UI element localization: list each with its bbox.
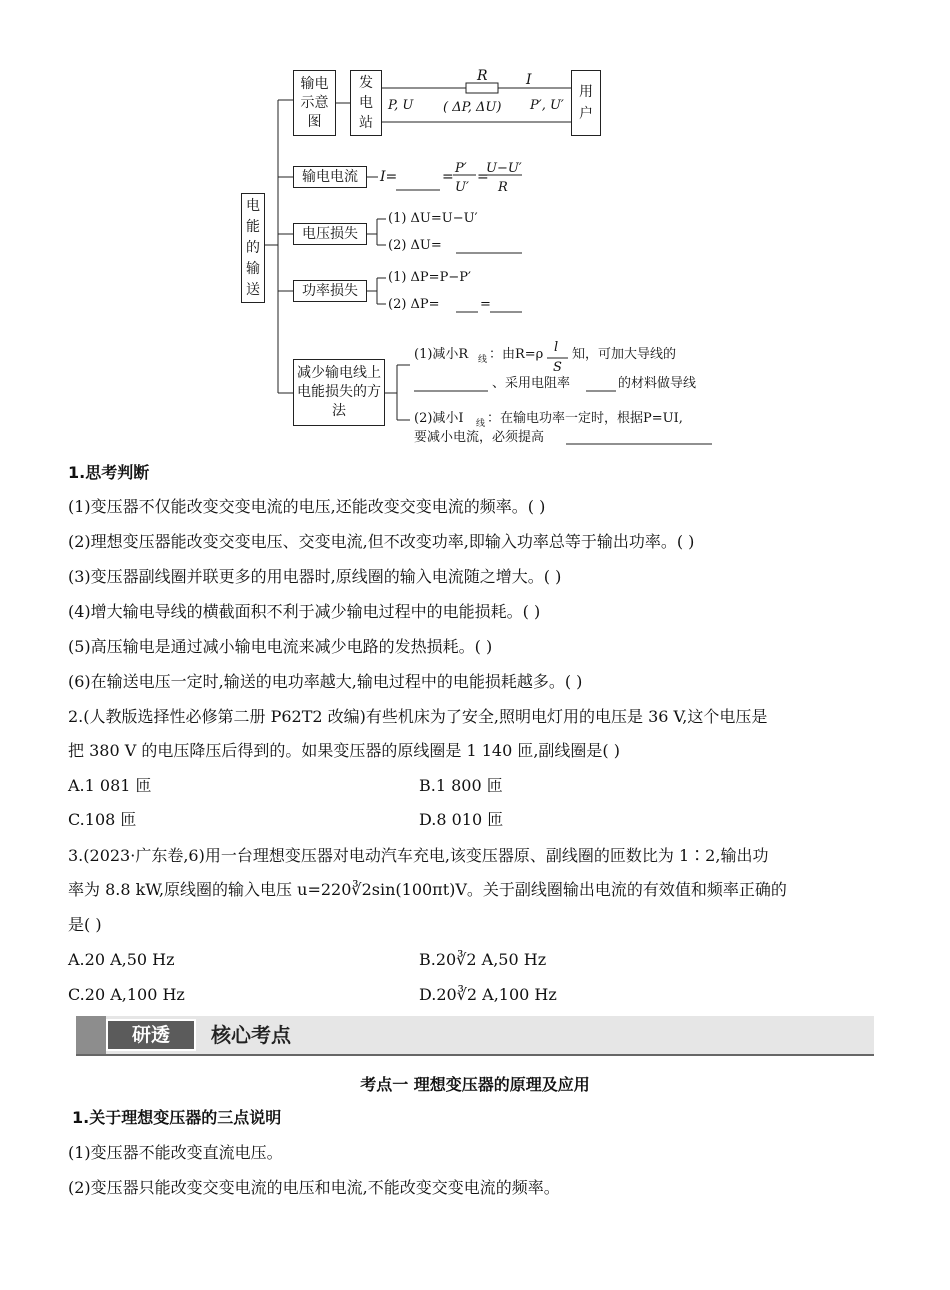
method1-sub: 线	[478, 355, 488, 365]
q1-item-1: (1)变压器不仅能改变交变电流的电压,还能改变交变电流的频率。( )	[68, 497, 546, 516]
transmission-diagram-node	[293, 70, 336, 136]
q1-heading: 1.思考判断	[68, 463, 150, 482]
current-node-label: 输电电流	[302, 169, 358, 185]
root-label: 电能的输送	[246, 197, 260, 298]
root-node	[241, 193, 265, 303]
power-station-label: 发电站	[359, 75, 373, 131]
q1-item-6: (6)在输送电压一定时,输送的电功率越大,输电过程中的电能损耗越多。( )	[68, 672, 583, 691]
section-title: 考点一 理想变压器的原理及应用	[360, 1075, 590, 1094]
method2-sub: 线	[476, 419, 486, 429]
q1-item-5: (5)高压输电是通过减小输电电流来减少电路的发热损耗。( )	[68, 637, 493, 656]
q3-line-2: 率为 8.8 kW,原线圈的输入电压 u=220∛2sin(100πt)V。关于副线圈输出电流的有效值和频率正确的	[68, 880, 787, 899]
input-power-voltage: P, U	[388, 98, 414, 113]
current-formula-prefix: I=	[380, 169, 398, 185]
voltage-loss-node	[293, 223, 367, 245]
reduce-loss-node	[293, 359, 385, 426]
q2-line-2: 把 380 V 的电压降压后得到的。如果变压器的原线圈是 1 140 匝,副线圈是( )	[68, 741, 620, 760]
q3-option-b: B.20∛2 A,50 Hz	[419, 950, 547, 969]
current-frac-den: U′	[455, 180, 469, 195]
q3-option-c: C.20 A,100 Hz	[68, 985, 185, 1004]
method1-line2-end: 的材料做导线	[618, 376, 697, 391]
power-loss-item2-prefix: (2) ΔP=	[388, 297, 440, 312]
section-item-1: (1)变压器不能改变直流电压。	[68, 1143, 283, 1162]
banner-tag: 研透	[106, 1019, 196, 1051]
section-heading: 1.关于理想变压器的三点说明	[72, 1108, 282, 1127]
current-frac-num: P′	[455, 161, 467, 176]
power-station-node	[350, 70, 382, 136]
q3-line-3: 是( )	[68, 915, 102, 934]
power-loss-item1: (1) ΔP=P−P′	[388, 270, 471, 285]
method1-part1: (1)减小R	[414, 347, 469, 362]
method1-part2: ：由R=ρ	[489, 347, 544, 362]
loss-power-voltage: ( ΔP, ΔU)	[443, 100, 502, 115]
method1-frac-num: l	[554, 340, 559, 355]
q3-option-d: D.20∛2 A,100 Hz	[419, 985, 557, 1004]
q1-item-3: (3)变压器副线圈并联更多的用电器时,原线圈的输入电流随之增大。( )	[68, 567, 562, 586]
q2-option-d: D.8 010 匝	[419, 810, 504, 829]
user-node	[571, 70, 601, 136]
resistor-label: R	[477, 68, 488, 84]
q3-option-a: A.20 A,50 Hz	[68, 950, 175, 969]
power-transmission-mindmap	[0, 0, 950, 460]
voltage-loss-item2: (2) ΔU=	[388, 238, 442, 253]
power-loss-item2-eq: =	[480, 297, 491, 312]
voltage-loss-item1: (1) ΔU=U−U′	[388, 211, 478, 226]
method1-line2-mid: 、采用电阻率	[492, 376, 571, 391]
current-label: I	[526, 72, 532, 88]
q1-item-4: (4)增大输电导线的横截面积不利于减少输电过程中的电能损耗。( )	[68, 602, 541, 621]
method1-frac-den: S	[553, 360, 562, 375]
q3-line-1: 3.(2023·广东卷,6)用一台理想变压器对电动汽车充电,该变压器原、副线圈的匝数比为 1∶2,输出功	[68, 846, 769, 865]
banner-title: 核心考点	[211, 1023, 291, 1047]
output-power-voltage: P′, U′	[530, 98, 564, 113]
current-formula-eq2: =	[477, 169, 489, 185]
power-loss-node	[293, 280, 367, 302]
banner-rule	[76, 1054, 874, 1056]
method2-part2: ：在输电功率一定时，根据P=UI,	[487, 411, 683, 426]
banner-accent	[76, 1016, 106, 1054]
reduce-loss-label: 减少输电线上电能损失的方法	[297, 365, 381, 419]
section-item-2: (2)变压器只能改变交变电流的电压和电流,不能改变交变电流的频率。	[68, 1178, 560, 1197]
user-label: 用户	[579, 84, 593, 122]
voltage-loss-label: 电压损失	[302, 226, 358, 242]
q2-option-a: A.1 081 匝	[68, 776, 152, 795]
q2-option-c: C.108 匝	[68, 810, 137, 829]
q1-item-2: (2)理想变压器能改变交变电压、交变电流,但不改变功率,即输入功率总等于输出功率。( )	[68, 532, 695, 551]
method2-part1: (2)减小I	[414, 411, 464, 426]
section-banner	[76, 1016, 874, 1056]
power-loss-label: 功率损失	[302, 283, 358, 299]
method1-part3: 知，可加大导线的	[572, 347, 677, 362]
q2-line-1: 2.(人教版选择性必修第二册 P62T2 改编)有些机床为了安全,照明电灯用的电压是 36 V,这个电压是	[68, 707, 768, 726]
method2-line2: 要减小电流，必须提高	[414, 430, 545, 445]
current-frac2-den: R	[498, 180, 508, 195]
current-node	[293, 166, 367, 188]
q2-option-b: B.1 800 匝	[419, 776, 503, 795]
current-formula-eq1: =	[442, 169, 454, 185]
mindmap-connectors	[0, 0, 950, 460]
current-frac2-num: U−U′	[486, 161, 522, 176]
transmission-diagram-label: 输电示意图	[300, 75, 329, 130]
